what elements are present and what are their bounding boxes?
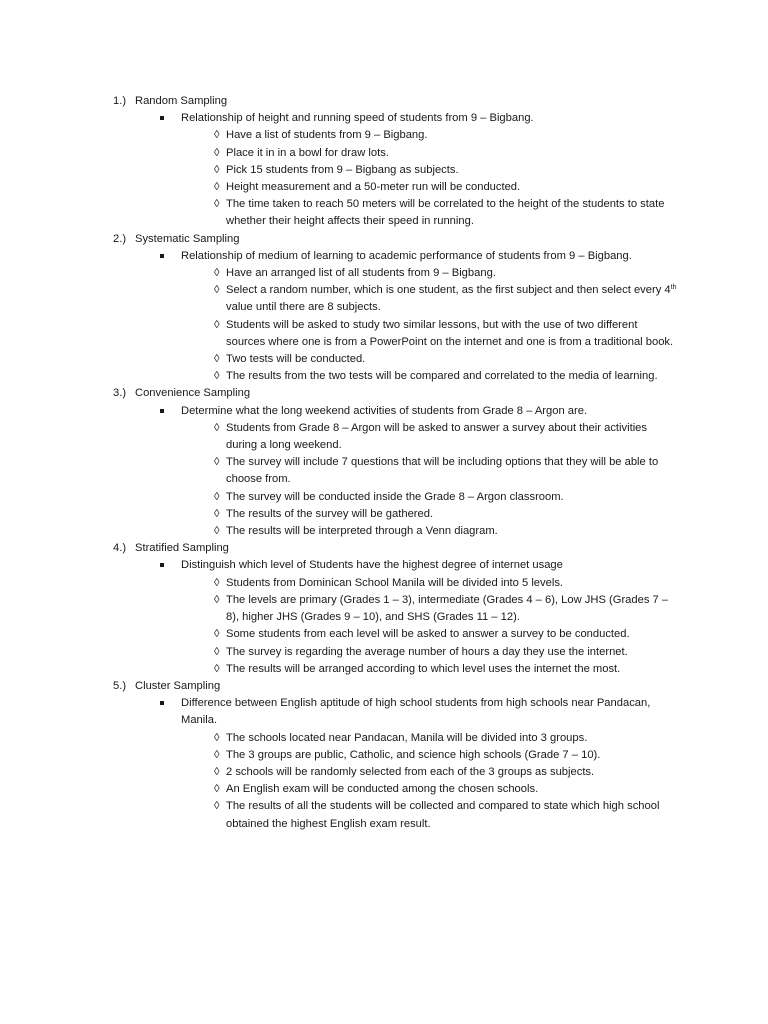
bullet-text: Distinguish which level of Students have the highest degree of internet usage	[181, 559, 563, 572]
ordinal-superscript: th	[670, 284, 677, 292]
section-bullet	[0, 403, 768, 420]
diamond-bullet-icon: ◊	[214, 525, 220, 538]
diamond-bullet-icon: ◊	[214, 163, 220, 176]
list-item-text: Have an arranged list of all students from 9 – Bigbang.	[226, 267, 496, 280]
list-item-text: Two tests will be conducted.	[226, 353, 366, 366]
list-item	[0, 730, 768, 747]
list-item-text: The survey is regarding the average number of hours a day they use the internet.	[226, 645, 628, 658]
list-item-text: Students from Dominican School Manila will be divided into 5 levels.	[226, 576, 564, 589]
list-item-text: The survey will include 7 questions that will be including options that they will be able to choose from.	[226, 456, 659, 486]
section-heading	[0, 678, 768, 695]
list-item	[0, 592, 768, 626]
list-item-text: The results of all the students will be collected and compared to state which high school obtained the highest English exam result.	[226, 800, 660, 830]
list-item	[0, 162, 768, 179]
bullet-text: Relationship of height and running speed of students from 9 – Bigbang.	[181, 112, 534, 125]
section-title: Random Sampling	[135, 95, 228, 107]
list-item	[0, 489, 768, 506]
diamond-bullet-icon: ◊	[214, 284, 220, 297]
section	[0, 93, 768, 231]
list-item	[0, 282, 768, 316]
list-item	[0, 781, 768, 798]
diamond-bullet-icon: ◊	[214, 593, 220, 606]
list-item	[0, 798, 768, 832]
section	[0, 678, 768, 833]
diamond-bullet-icon: ◊	[214, 267, 220, 280]
list-item-text: value until there are 8 subjects.	[226, 301, 381, 314]
list-item-text: The levels are primary (Grades 1 – 3), intermediate (Grades 4 – 6), Low JHS (Grades 7 – 8), higher JHS (Grades 9 – 10), and SHS (Grades 11 – 12).	[226, 593, 669, 624]
diamond-bullet-icon: ◊	[214, 181, 220, 194]
list-item	[0, 454, 768, 488]
diamond-bullet-icon: ◊	[214, 748, 220, 761]
section-title: Systematic Sampling	[135, 232, 240, 245]
section-number: 5.)	[113, 679, 127, 692]
diamond-bullet-icon: ◊	[214, 146, 220, 159]
section-bullet	[0, 557, 768, 574]
list-item	[0, 196, 768, 230]
list-item-text: 2 schools will be randomly selected from each of the 3 groups as subjects.	[226, 765, 595, 778]
list-item	[0, 317, 768, 351]
bullet-text: Relationship of medium of learning to academic performance of students from 9 – Bigbang.	[181, 249, 632, 262]
sub-item-list	[0, 730, 768, 833]
section-title: Convenience Sampling	[135, 387, 251, 400]
list-item	[0, 179, 768, 196]
section-heading	[0, 231, 768, 248]
list-item	[0, 420, 768, 454]
square-bullet-icon	[160, 254, 164, 258]
diamond-bullet-icon: ◊	[214, 318, 220, 331]
list-item	[0, 523, 768, 540]
diamond-bullet-icon: ◊	[214, 507, 220, 520]
list-item	[0, 265, 768, 282]
list-item	[0, 644, 768, 661]
diamond-bullet-icon: ◊	[214, 370, 220, 383]
list-item-text: The time taken to reach 50 meters will be correlated to the height of the students to state whether their height affects their speed in running.	[226, 198, 665, 228]
section	[0, 385, 768, 540]
list-item	[0, 661, 768, 678]
list-item-text: The results of the survey will be gathered.	[226, 507, 434, 520]
section-title: Stratified Sampling	[135, 542, 229, 555]
diamond-bullet-icon: ◊	[214, 645, 220, 658]
list-item-text: An English exam will be conducted among the chosen schools.	[226, 783, 539, 796]
list-item-text: Students from Grade 8 – Argon will be asked to answer a survey about their activities during a long weekend.	[226, 421, 647, 452]
list-item-text: Have a list of students from 9 – Bigbang.	[226, 129, 428, 142]
bullet-text: Difference between English aptitude of high school students from high schools near Pandacan, Manila.	[181, 697, 651, 727]
list-item-text: Pick 15 students from 9 – Bigbang as subjects.	[226, 163, 459, 176]
section-number: 4.)	[113, 542, 127, 555]
section-bullet	[0, 695, 768, 729]
section	[0, 540, 768, 678]
list-item-text: Some students from each level will be asked to answer a survey to be conducted.	[226, 628, 630, 641]
diamond-bullet-icon: ◊	[214, 765, 220, 778]
section-number: 3.)	[113, 387, 127, 400]
sub-item-list	[0, 420, 768, 540]
list-item	[0, 575, 768, 592]
section	[0, 231, 768, 386]
list-item-text: The schools located near Pandacan, Manila will be divided into 3 groups.	[226, 731, 588, 744]
list-item	[0, 127, 768, 144]
diamond-bullet-icon: ◊	[214, 353, 220, 366]
diamond-bullet-icon: ◊	[214, 456, 220, 469]
section-number: 2.)	[113, 232, 127, 245]
diamond-bullet-icon: ◊	[214, 662, 220, 675]
sub-item-list	[0, 265, 768, 385]
list-item	[0, 506, 768, 523]
list-item	[0, 145, 768, 162]
section-bullet	[0, 110, 768, 127]
diamond-bullet-icon: ◊	[214, 731, 220, 744]
diamond-bullet-icon: ◊	[214, 129, 220, 142]
list-item-text: Students will be asked to study two similar lessons, but with the use of two different sources where one is from a PowerPoint on the internet and one is from a traditional book.	[226, 318, 674, 348]
list-item-text: The results will be arranged according to which level uses the internet the most.	[226, 662, 621, 675]
section-number: 1.)	[113, 95, 127, 107]
list-item	[0, 351, 768, 368]
list-item	[0, 747, 768, 764]
diamond-bullet-icon: ◊	[214, 628, 220, 641]
bullet-text: Determine what the long weekend activities of students from Grade 8 – Argon are.	[181, 404, 588, 417]
list-item-text: The results will be interpreted through a Venn diagram.	[226, 525, 498, 538]
square-bullet-icon	[160, 116, 164, 120]
diamond-bullet-icon: ◊	[214, 490, 220, 503]
list-item-text: Place it in in a bowl for draw lots.	[226, 146, 389, 159]
section-heading	[0, 93, 768, 110]
square-bullet-icon	[160, 701, 164, 705]
list-item-text: The results from the two tests will be compared and correlated to the media of learning.	[226, 370, 658, 383]
list-item	[0, 764, 768, 781]
list-item-text: The survey will be conducted inside the Grade 8 – Argon classroom.	[226, 490, 564, 503]
section-bullet	[0, 248, 768, 265]
section-heading	[0, 385, 768, 402]
diamond-bullet-icon: ◊	[214, 421, 220, 434]
section-title: Cluster Sampling	[135, 679, 221, 692]
square-bullet-icon	[160, 409, 164, 413]
sub-item-list	[0, 575, 768, 678]
diamond-bullet-icon: ◊	[214, 576, 220, 589]
list-item	[0, 368, 768, 385]
diamond-bullet-icon: ◊	[214, 198, 220, 211]
list-item-text: Select a random number, which is one student, as the first subject and then select every 4	[226, 284, 671, 297]
sub-item-list	[0, 127, 768, 230]
section-heading	[0, 540, 768, 557]
list-item-text: The 3 groups are public, Catholic, and science high schools (Grade 7 – 10).	[226, 748, 601, 761]
diamond-bullet-icon: ◊	[214, 783, 220, 796]
list-item	[0, 626, 768, 643]
diamond-bullet-icon: ◊	[214, 800, 220, 813]
square-bullet-icon	[160, 563, 164, 567]
list-item-text: Height measurement and a 50-meter run will be conducted.	[226, 181, 521, 194]
